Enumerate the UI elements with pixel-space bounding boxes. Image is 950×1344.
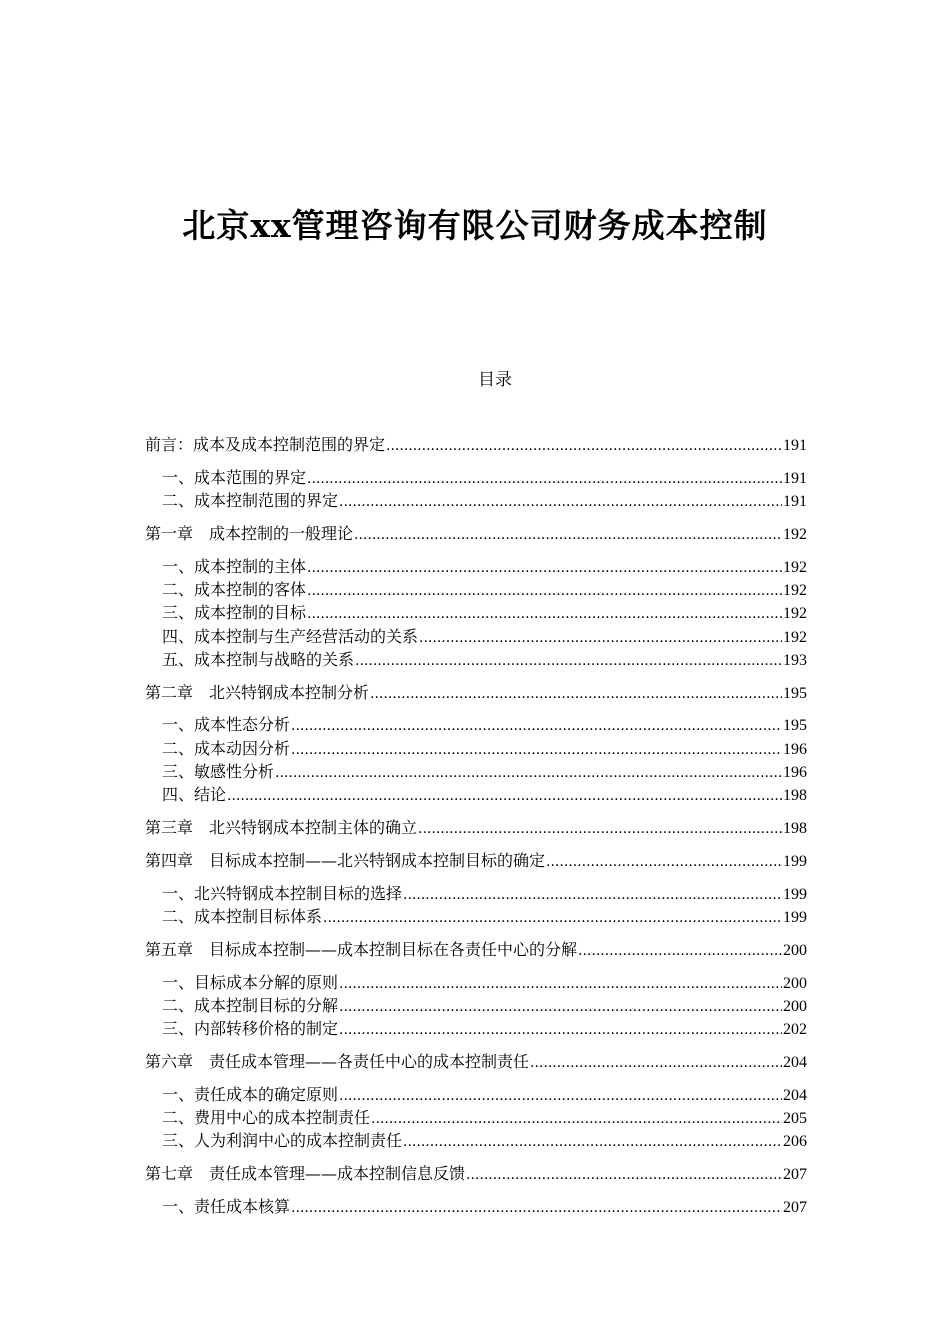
toc-entry-label: 第三章 北兴特钢成本控制主体的确立 [145, 818, 418, 838]
toc-section-entry[interactable] [145, 555, 807, 578]
toc-page-number: 204 [783, 1086, 807, 1104]
toc-dot-leader [227, 783, 782, 808]
toc-entry-label: 三、内部转移价格的制定 [162, 1019, 339, 1039]
toc-entry-label: 四、成本控制与生产经营活动的关系 [162, 626, 419, 646]
toc-section-entry[interactable] [145, 994, 807, 1017]
toc-chapter-entry[interactable] [145, 522, 807, 545]
toc-dot-leader [418, 816, 782, 841]
toc-heading: 目录 [478, 370, 512, 390]
toc-chapter-entry[interactable] [145, 849, 807, 872]
toc-entry-label: 二、成本控制目标的分解 [162, 995, 339, 1015]
toc-section-entry[interactable] [145, 1195, 807, 1218]
toc-dot-leader [291, 1195, 782, 1220]
toc-entry-label: 一、成本控制的主体 [162, 556, 307, 576]
toc-section-entry[interactable] [145, 466, 807, 489]
toc-section-entry[interactable] [145, 1129, 807, 1152]
toc-page-number: 191 [783, 493, 807, 511]
toc-dot-leader [354, 522, 782, 547]
toc-chapter-entry[interactable] [145, 816, 807, 839]
toc-page-number: 200 [783, 997, 807, 1015]
toc-section-entry[interactable] [145, 1083, 807, 1106]
toc-page-number: 207 [783, 1166, 807, 1184]
toc-dot-leader [339, 971, 782, 996]
toc-page-number: 192 [783, 628, 807, 646]
toc-page-number: 191 [783, 469, 807, 487]
toc-page-number: 198 [783, 820, 807, 838]
toc-section-entry[interactable] [145, 783, 807, 806]
toc-page-number: 200 [783, 974, 807, 992]
toc-dot-leader [403, 882, 782, 907]
document-title: 北京xx管理咨询有限公司财务成本控制 [182, 206, 768, 245]
toc-page-number: 205 [783, 1110, 807, 1128]
toc-page-number: 196 [783, 764, 807, 782]
toc-entry-label: 一、责任成本的确定原则 [162, 1084, 339, 1104]
toc-section-entry[interactable] [145, 1017, 807, 1040]
toc-entry-label: 五、成本控制与战略的关系 [162, 649, 355, 669]
toc-dot-leader [339, 1017, 782, 1042]
toc-section-entry[interactable] [145, 882, 807, 905]
toc-dot-leader [275, 760, 782, 785]
toc-chapter-entry[interactable] [145, 433, 807, 456]
toc-page-number: 204 [783, 1054, 807, 1072]
toc-chapter-entry[interactable] [145, 681, 807, 704]
toc-dot-leader [386, 433, 782, 458]
toc-entry-label: 一、责任成本核算 [162, 1197, 291, 1217]
toc-section-entry[interactable] [145, 601, 807, 624]
toc-page-number: 196 [783, 740, 807, 758]
toc-dot-leader [371, 1106, 782, 1131]
toc-section-entry[interactable] [145, 489, 807, 512]
toc-entry-label: 前言：成本及成本控制范围的界定 [145, 435, 386, 454]
toc-dot-leader [370, 681, 782, 706]
toc-dot-leader [291, 737, 782, 762]
toc-page-number: 206 [783, 1133, 807, 1151]
toc-page-number: 195 [783, 684, 807, 702]
toc-section-entry[interactable] [145, 971, 807, 994]
toc-entry-label: 第六章 责任成本管理——各责任中心的成本控制责任 [145, 1052, 530, 1072]
toc-page-number: 199 [783, 885, 807, 903]
toc-entry-label: 一、目标成本分解的原则 [162, 972, 339, 992]
toc-dot-leader [546, 849, 782, 874]
toc-entry-label: 第七章 责任成本管理——成本控制信息反馈 [145, 1164, 466, 1184]
toc-dot-leader [339, 994, 782, 1019]
toc-section-entry[interactable] [145, 737, 807, 760]
toc-section-entry[interactable] [145, 760, 807, 783]
toc-entry-label: 二、成本控制目标体系 [162, 907, 323, 927]
toc-dot-leader [355, 648, 782, 673]
toc-page-number: 202 [783, 1021, 807, 1039]
toc-dot-leader [578, 938, 782, 963]
toc-section-entry[interactable] [145, 1106, 807, 1129]
toc-entry-label: 三、成本控制的目标 [162, 603, 307, 623]
toc-entry-label: 第一章 成本控制的一般理论 [145, 523, 354, 543]
toc-section-entry[interactable] [145, 905, 807, 928]
toc-entry-label: 二、费用中心的成本控制责任 [162, 1108, 371, 1128]
table-of-contents [145, 433, 807, 1218]
toc-dot-leader [307, 578, 782, 603]
toc-entry-label: 三、人为利润中心的成本控制责任 [162, 1131, 403, 1151]
toc-entry-label: 二、成本动因分析 [162, 738, 291, 758]
toc-dot-leader [419, 625, 782, 650]
toc-chapter-entry[interactable] [145, 938, 807, 961]
toc-entry-label: 一、北兴特钢成本控制目标的选择 [162, 883, 403, 903]
toc-entry-label: 三、敏感性分析 [162, 762, 275, 782]
toc-page-number: 198 [783, 787, 807, 805]
toc-chapter-entry[interactable] [145, 1162, 807, 1185]
toc-chapter-entry[interactable] [145, 1050, 807, 1073]
toc-page-number: 192 [783, 605, 807, 623]
toc-section-entry[interactable] [145, 713, 807, 736]
toc-section-entry[interactable] [145, 578, 807, 601]
toc-dot-leader [307, 601, 782, 626]
toc-dot-leader [403, 1129, 782, 1154]
toc-entry-label: 第四章 目标成本控制——北兴特钢成本控制目标的确定 [145, 850, 546, 870]
toc-page-number: 195 [783, 717, 807, 735]
toc-page-number: 207 [783, 1199, 807, 1217]
toc-entry-label: 二、成本控制的客体 [162, 579, 307, 599]
toc-dot-leader [530, 1050, 782, 1075]
toc-page-number: 192 [783, 558, 807, 576]
toc-entry-label: 二、成本控制范围的界定 [162, 491, 339, 511]
toc-page-number: 199 [783, 909, 807, 927]
toc-entry-label: 第五章 目标成本控制——成本控制目标在各责任中心的分解 [145, 939, 578, 959]
toc-dot-leader [466, 1162, 782, 1187]
toc-entry-label: 四、结论 [162, 785, 227, 805]
toc-page-number: 192 [783, 581, 807, 599]
toc-section-entry[interactable] [145, 625, 807, 648]
toc-dot-leader [339, 489, 782, 514]
toc-page-number: 200 [783, 941, 807, 959]
toc-entry-label: 一、成本范围的界定 [162, 467, 307, 487]
toc-dot-leader [339, 1083, 782, 1108]
toc-dot-leader [291, 713, 782, 738]
toc-page-number: 193 [783, 651, 807, 669]
toc-page-number: 192 [783, 525, 807, 543]
toc-page-number: 191 [783, 437, 807, 454]
toc-page-number: 199 [783, 852, 807, 870]
toc-entry-label: 一、成本性态分析 [162, 715, 291, 735]
toc-section-entry[interactable] [145, 648, 807, 671]
toc-dot-leader [323, 905, 782, 930]
toc-entry-label: 第二章 北兴特钢成本控制分析 [145, 682, 370, 702]
toc-dot-leader [307, 555, 782, 580]
toc-dot-leader [307, 466, 782, 491]
